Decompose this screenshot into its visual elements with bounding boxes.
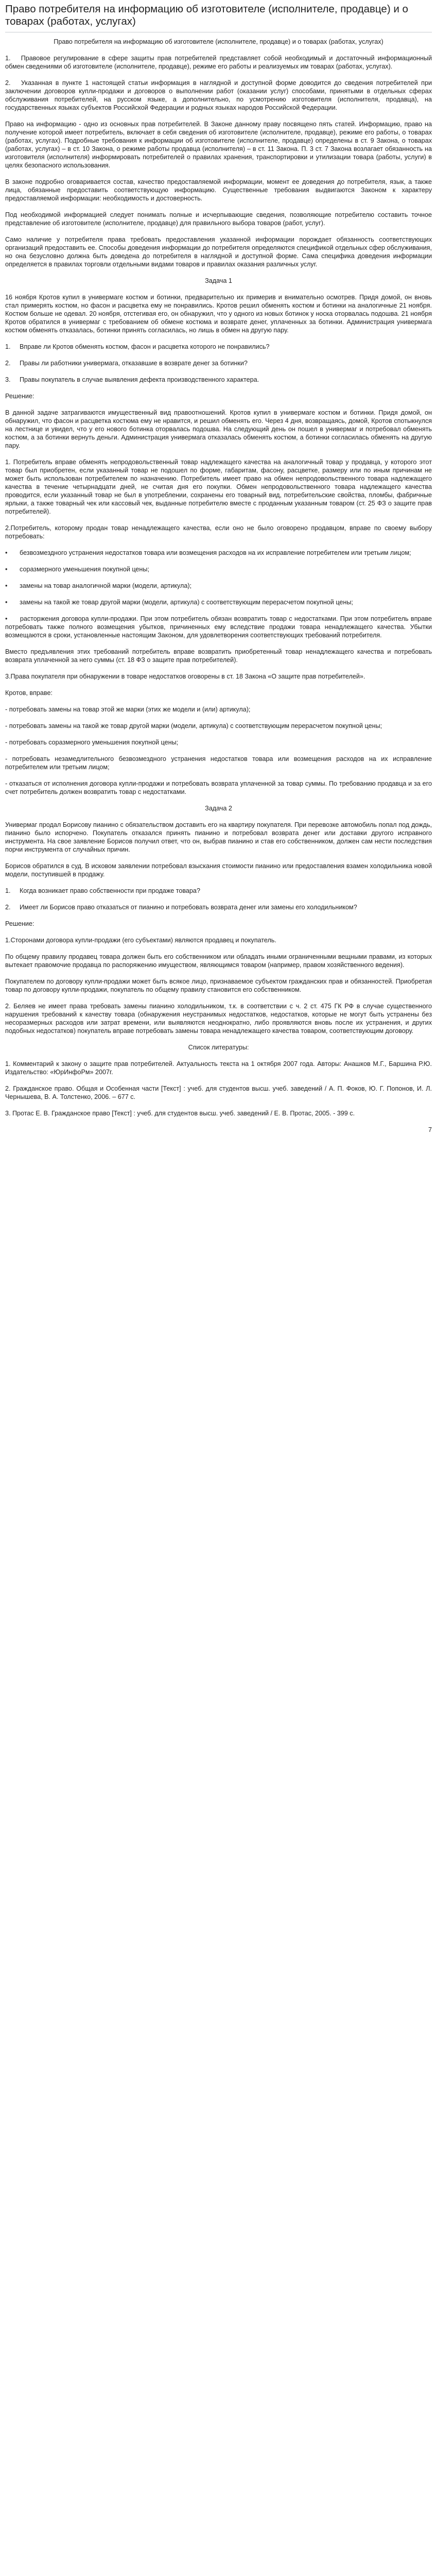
paragraph: Решение:	[5, 393, 34, 400]
paragraph: Задача 1	[205, 277, 232, 284]
paragraph: 1. Вправе ли Кротов обменять костюм, фасон и расцветка которого не понравились?	[5, 343, 270, 350]
paragraph: В законе подробно оговаривается состав, качество предоставляемой информации, момент ее доведения до потребителя, язык, а также лица, обязанные предоставить соответствующую информацию. Существенные требования выдвигаются Законом к характеру предоставляемой информации: необходимость и достоверность.	[5, 178, 434, 202]
paragraph: 1.Сторонами договора купли-продажи (его субъектами) являются продавец и покупатель.	[5, 937, 276, 944]
paragraph: Вместо предъявления этих требований потребитель вправе возвратить приобретенный товар ненадлежащего качества и потребовать возврата уплаченной за него суммы (ст. 18 ФЗ о защите прав потребителей).	[5, 648, 434, 664]
paragraph: 1. Когда возникает право собственности при продаже товара? 2. Имеет ли Борисов право отказаться от пианино и потребовать возврата денег или замены его холодильником?	[5, 887, 357, 911]
paragraph: Борисов обратился в суд. В исковом заявлении потребовал взыскания стоимости пианино или предоставления взамен холодильника новой модели, поступившей в продажу.	[5, 862, 434, 878]
paragraph: 2. Указанная в пункте 1 настоящей статьи информация в наглядной и доступной форме доводится до сведения потребителей при заключении договоров купли-продажи и договоров о выполнении работ (оказании услуг) способами, принятыми в отдельных сферах обслуживания потребителей, на русском языке, а дополнительно, по усмотрению изготовителя (исполнителя, продавца), на государственных языках субъектов Российской Федерации и родных языках народов Российской Федерации.	[5, 79, 434, 111]
page-number: 7	[428, 1126, 432, 1133]
paragraph: Под необходимой информацией следует понимать полные и исчерпывающие сведения, позволяющие потребителю составить точное представление об изготовителе (исполнителе, продавце) для правильного выбора товаров (работ, услуг).	[5, 211, 434, 227]
paragraph: В данной задаче затрагиваются имущественный вид правоотношений. Кротов купил в универмаге костюм и ботинки. Придя домой, он обнаружил, что фасон и расцветка костюма ему не нравится, и решил обменять его. Через 4 дня, возвращаясь, домой, Кротов спотыкнулся на лестнице и увидел, что у его нового ботинка оторвалась подошва. На следующий день он пошел в универмаг и потребовал обменять костюм, а за ботинки вернуть деньги. Администрация универмага отказалась обменять костюм, а ботинки согласилась обменять на другую пару.	[5, 409, 434, 449]
paragraph: Задача 2	[205, 805, 232, 812]
paragraph: Список литературы:	[188, 1044, 249, 1051]
paragraph: Кротов, вправе:	[5, 689, 53, 697]
paragraph: Универмаг продал Борисову пианино с обязательством доставить его на квартиру покупателя. При перевозке автомобиль попал под дождь, пианино было испорчено. Покупатель отказался принять пианино и потребовал возврата денег или доставки другого исправного инструмента. На свое заявление Борисов получил ответ, что он, выбрав пианино и став его собственником, должен сам нести последствия порчи инструмента от случайных причин.	[5, 821, 434, 853]
document-body	[5, 38, 432, 1117]
paragraph: 3.Права покупателя при обнаружении в товаре недостатков оговорены в ст. 18 Закона «О защите прав потребителей».	[5, 673, 365, 680]
paragraph: 2. Беляев не имеет права требовать замены пианино холодильником, т.к. в соответствии с ч. 2 ст. 475 ГК РФ в случае существенного нарушения требований к качеству товара (обнаружения неустранимых недостатков, недостатков, которые не могут быть устранены без несоразмерных расходов или затрат времени, или выявляются неоднократно, либо проявляются вновь после их устранения, и других подобных недостатков) покупатель вправе потребовать замены товара ненадлежащего качества товаром, соответствующим договору.	[5, 1003, 434, 1035]
paragraph: 2. Гражданское право. Общая и Особенная части [Текст] : учеб. для студентов высш. учеб. заведений / А. П. Фоков, Ю. Г. Попонов, И. Л. Чернышева, В. А. Толстенко, 2006. – 677 с.	[5, 1085, 434, 1100]
paragraph: 1. Комментарий к закону о защите прав потребителей. Актуальность текста на 1 октября 2007 года. Авторы: Анашков М.Г., Баршина Р.Ю. Издательство: «ЮрИнфоРм» 2007г.	[5, 1060, 434, 1076]
paragraph: По общему правилу продавец товара должен быть его собственником или обладать иными ограниченными вещными правами, из которых вытекает правомочие продавца по распоряжению имуществом, являющимся товаром (например, правом хозяйственного ведения).	[5, 953, 434, 969]
paragraph: Решение:	[5, 920, 34, 927]
paragraph: 16 ноября Кротов купил в универмаге костюм и ботинки, предварительно их примерив и внимательно осмотрев. Придя домой, он вновь стал примерять костюм, но фасон и расцветка ему не понравились. Кротов решил обменять костюм и ботинки на аналогичные 21 ноября. Костюм больше не одевал. 20 ноября, отстегивая его, он обнаружил, что у одного из новых ботинок у носка оторвалась подошва. 21 ноября Кротов обратился в универмаг с требованием об обмене костюма и возврате денег, уплаченных за ботинки. Администрация универмага костюм обменять отказалась, ботинки принять согласилась, но лишь в обмен на другую пару.	[5, 294, 434, 334]
paragraph: 1. Правовое регулирование в сфере защиты прав потребителей представляет собой необходимый и достаточный информационный обмен сведениями об изготовителе (исполнителе, продавце), режиме его работы и реализуемых им товарах (работах, услугах).	[5, 55, 434, 70]
paragraph: 1. Потребитель вправе обменять непродовольственный товар надлежащего качества на аналогичный товар у продавца, у которого этот товар был приобретен, если указанный товар не подошел по форме, габаритам, фасону, расцветке, размеру или по иным причинам не может быть использован потребителем по назначению. Потребитель имеет право на обмен непродовольственного товара надлежащего качества в течение четырнадцати дней, не считая дня его покупки. Обмен непродовольственного товара надлежащего качества проводится, если указанный товар не был в употреблении, сохранены его товарный вид, потребительские свойства, пломбы, фабричные ярлыки, а также товарный чек или кассовый чек, выданные потребителю вместе с проданным указанным товаром (ст. 25 ФЗ о защите прав потребителей).	[5, 459, 434, 515]
paragraph: Само наличие у потребителя права требовать предоставления указанной информации порождает обязанность соответствующих организаций предоставить ее. Способы доведения информации до потребителя определяются спецификой отдельных сфер обслуживания, но она безусловно должна быть доведена до потребителя в наглядной и доступной форме. Сама специфика доведения информации определяется в правилах торговли отдельными видами товаров и правилах оказания различных услуг.	[5, 236, 434, 268]
paragraph: 3. Протас Е. В. Гражданское право [Текст] : учеб. для студентов высш. учеб. заведений / Е. В. Протас, 2005. - 399 с.	[5, 1110, 355, 1117]
document-page	[0, 0, 436, 1137]
paragraph: 2.Потребитель, которому продан товар ненадлежащего качества, если оно не было оговорено продавцом, вправе по своему выбору потребовать:	[5, 524, 434, 540]
paragraph: • безвозмездного устранения недостатков товара или возмещения расходов на их исправление потребителем или третьим лицом; • соразмерного уменьшения покупной цены; • замены на товар аналогичной марки (модели, артикула); • замены на такой же товар другой марки (модели, артикула) с соответствующим перерасчетом покупной цены; • расторжения договора купли-продажи. При этом потребитель обязан возвратить товар с недостатками. При этом потребитель вправе потребовать также полного возмещения убытков, причиненных ему вследствие продажи товара ненадлежащего качества. Убытки возмещаются в сроки, установленные настоящим Законом, для удовлетворения соответствующих требований потребителя.	[5, 549, 432, 639]
paragraph: Покупателем по договору купли-продажи может быть всякое лицо, признаваемое субъектом гражданских прав и обязанностей. Приобретая товар по договору купли-продажи, покупатель по общему правилу становится его собственником.	[5, 978, 434, 993]
paragraph: 2. Правы ли работники универмага, отказавшие в возврате денег за ботинки? 3. Правы покупатель в случае выявления дефекта производственного характера.	[5, 360, 259, 383]
paragraph: - потребовать замены на товар этой же марки (этих же модели и (или) артикула); - потребовать замены на такой же товар другой марки (модели, артикула) с соответствующим перерасчетом покупной цены; - потребовать соразмерного уменьшения покупной цены; - потребовать незамедлительного безвозмездного устранения недостатков товара или возмещения расходов на их исправление потребителем или третьим лицом; - отказаться от исполнения договора купли-продажи и потребовать возврата уплаченной за товар суммы. По требованию продавца и за его счет потребитель должен возвратить товар с недостатками.	[5, 706, 432, 795]
paragraph: Право на информацию - одно из основных прав потребителей. В Законе данному праву посвящено пять статей. Информацию, право на получение которой имеет потребитель, включает в себя сведения об изготовителе (исполнителе, продавце), режиме его работы, о товарах (работах, услугах). Подробные требования к информации об изготовителе (исполнителе, продавце) определены в ст. 9 Закона, о товарах (работах, услугах) – в ст. 10 Закона, о режиме работы продавца (исполнителя) – в ст. 11 Закона. П. 3 ст. 7 Закона возлагает обязанность на изготовителя (исполнителя) информировать потребителей о правилах хранения, транспортировки и утилизации товара (работы, услуги) в целях безопасного использования.	[5, 121, 434, 169]
page-title: Право потребителя на информацию об изготовителе (исполнителе, продавце) и о товарах (работах, услугах)	[5, 3, 432, 32]
paragraph: Право потребителя на информацию об изготовителе (исполнителе, продавце) и о товарах (работах, услугах)	[54, 38, 383, 45]
